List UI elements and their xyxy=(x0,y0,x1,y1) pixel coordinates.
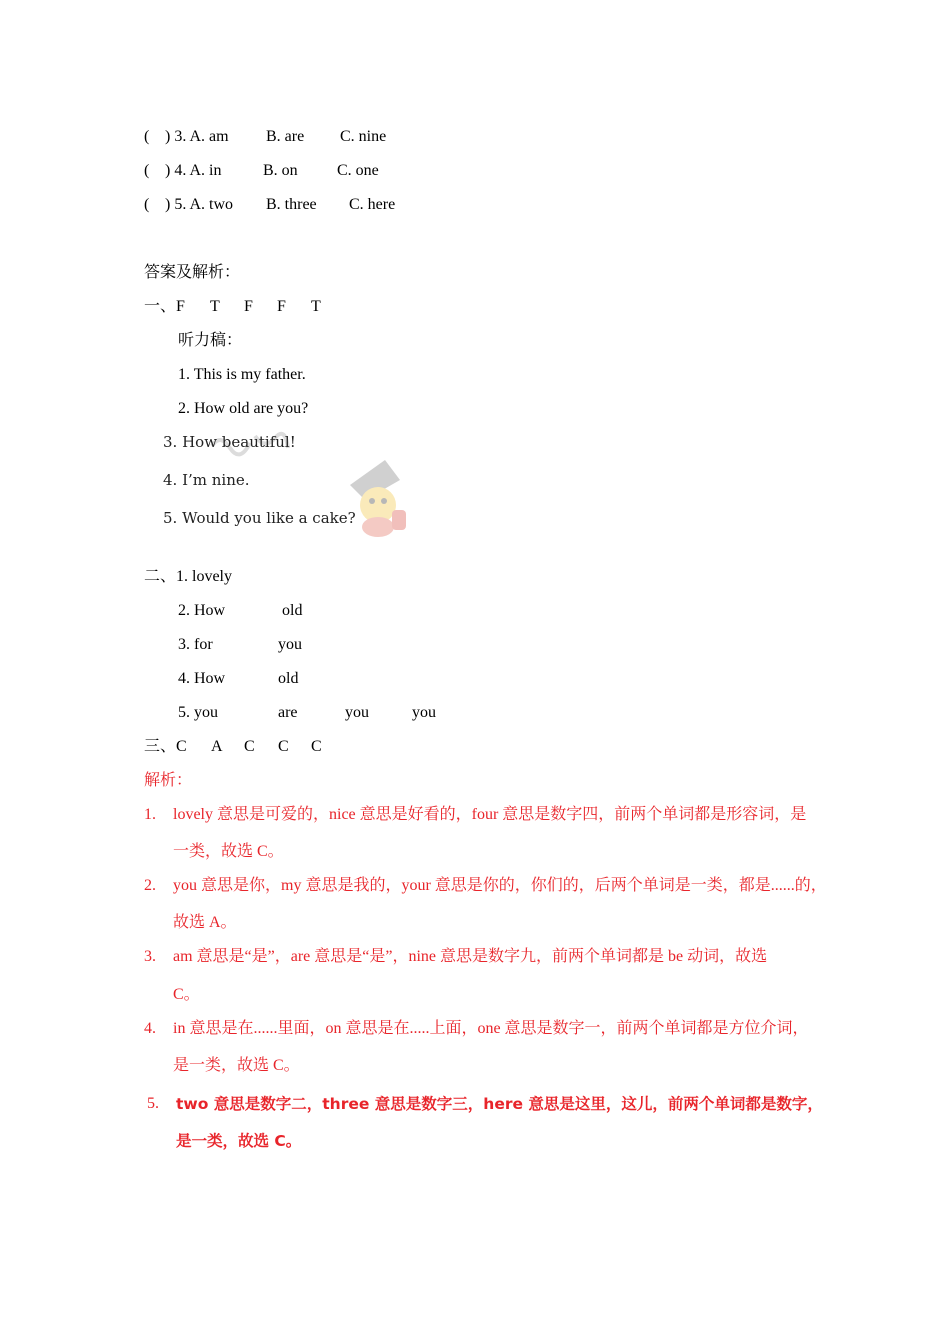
part1-label: 一、F xyxy=(144,298,185,315)
paren-open: ( xyxy=(144,196,150,213)
analysis-number: 4. xyxy=(144,1020,156,1037)
analysis-number: 3. xyxy=(144,948,156,965)
answer-item: you xyxy=(278,636,302,653)
answer-item: T xyxy=(210,298,220,315)
analysis-text: in 意思是在......里面，on 意思是在.....上面，one 意思是数字一，前两个单词都是方位介词， xyxy=(173,1020,809,1037)
option-b: B. are xyxy=(266,128,305,145)
script-line: 3. How beautiful! xyxy=(163,433,296,451)
script-title: 听力稿： xyxy=(178,332,243,349)
option-b: B. three xyxy=(266,196,317,213)
script-line: 1. This is my father. xyxy=(178,366,306,383)
part2-label: 二、1. lovely xyxy=(144,568,232,585)
answer-item: F xyxy=(244,298,253,315)
option-c: C. here xyxy=(349,196,396,213)
answer-item: T xyxy=(311,298,321,315)
analysis-text: C。 xyxy=(173,986,200,1003)
answer-item: 5. you xyxy=(178,704,218,721)
answer-item: C xyxy=(278,738,289,755)
analysis-number: 1. xyxy=(144,806,156,823)
analysis-text: 是一类，故选 C。 xyxy=(176,1132,302,1150)
analysis-text: two 意思是数字二，three 意思是数字三，here 意思是这里，这儿，前两个单词都是数字， xyxy=(176,1095,823,1113)
option-a: ) 5. A. two xyxy=(165,196,233,213)
answer-item: A xyxy=(211,738,223,755)
answer-item: old xyxy=(282,602,303,619)
analysis-text: 故选 A。 xyxy=(173,914,237,931)
answer-item: are xyxy=(278,704,298,721)
answer-item: C xyxy=(311,738,322,755)
answers-title: 答案及解析： xyxy=(144,264,241,281)
answer-item: 2. How xyxy=(178,602,226,619)
option-c: C. one xyxy=(337,162,379,179)
answer-item: 3. for xyxy=(178,636,213,653)
answer-item: C xyxy=(244,738,255,755)
answer-item: 4. How xyxy=(178,670,226,687)
analysis-number: 2. xyxy=(144,877,156,894)
answer-item: you xyxy=(412,704,436,721)
analysis-text: you 意思是你，my 意思是我的，your 意思是你的，你们的，后两个单词是一类，都是......的， xyxy=(173,877,827,894)
analysis-text: lovely 意思是可爱的，nice 意思是好看的，four 意思是数字四，前两个单词都是形容词，是 xyxy=(173,806,807,823)
mascot-watermark-icon xyxy=(340,455,415,540)
smudge-watermark-icon xyxy=(210,428,290,458)
part3-label: 三、C xyxy=(144,738,187,755)
paren-open: ( xyxy=(144,162,150,179)
analysis-text: 是一类，故选 C。 xyxy=(173,1057,300,1074)
answer-item: you xyxy=(345,704,369,721)
answer-item: old xyxy=(278,670,299,687)
paren-open: ( xyxy=(144,128,150,145)
option-a: ) 4. A. in xyxy=(165,162,222,179)
option-c: C. nine xyxy=(340,128,387,145)
analysis-text: 一类，故选 C。 xyxy=(173,843,284,860)
analysis-title: 解析： xyxy=(144,772,193,789)
script-line: 4. I’m nine. xyxy=(163,471,250,489)
answer-item: F xyxy=(277,298,286,315)
script-line: 2. How old are you? xyxy=(178,400,309,417)
option-b: B. on xyxy=(263,162,298,179)
script-line: 5. Would you like a cake? xyxy=(163,509,356,527)
analysis-text: am 意思是“是”，are 意思是“是”，nine 意思是数字九，前两个单词都是 be 动词，故选 xyxy=(173,948,768,965)
option-a: ) 3. A. am xyxy=(165,128,229,145)
analysis-number: 5. xyxy=(147,1095,159,1112)
